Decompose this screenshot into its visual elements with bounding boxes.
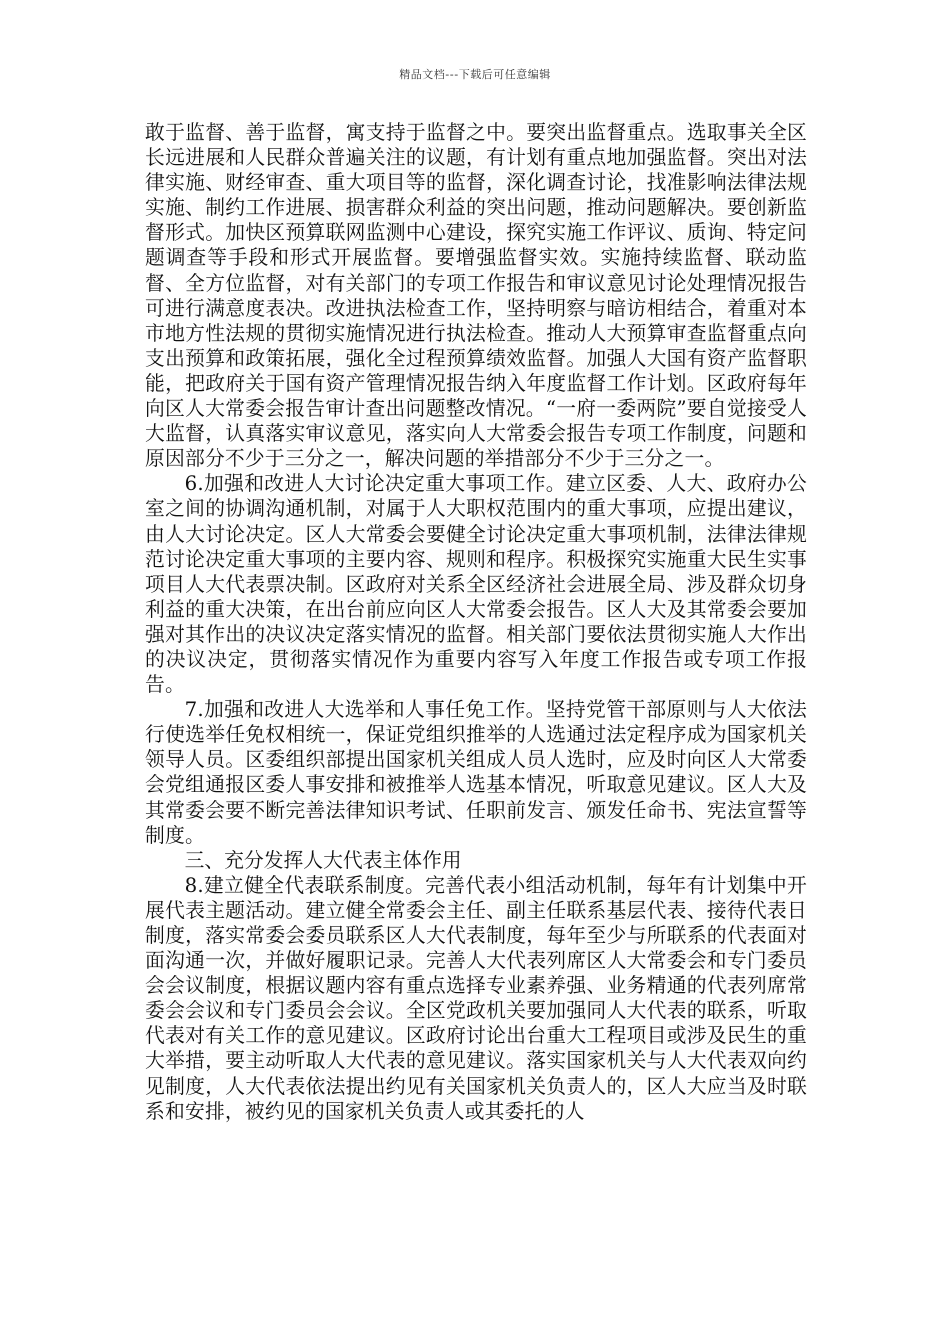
paragraph-major-matters: 6.加强和改进人大讨论决定重大事项工作。建立区委、人大、政府办公室之间的协调沟通机制，对属于人大职权范围内的重大事项，应提出建议，由人大讨论决定。区人大常委会要健全讨论决定重大事项机制，法律法律规范讨论决定重大事项的主要内容、规则和程序。积极探究实施重大民生实事项目人大代表票决制。区政府对关系全区经济社会进展全局、涉及群众切身利益的重大决策，在出台前应向区人大常委会报告。区人大及其常委会要加强对其作出的决议决定落实情况的监督。相关部门要依法贯彻实施人大作出的决议决定，贯彻落实情况作为重要内容写入年度工作报告或专项工作报告。 — [145, 472, 807, 697]
section-heading-deputies-role: 三、充分发挥人大代表主体作用 — [184, 848, 462, 872]
paragraph-deputy-liaison: 8.建立健全代表联系制度。完善代表小组活动机制，每年有计划集中开展代表主题活动。建立健全常委会主任、副主任联系基层代表、接待代表日制度，落实常委会委员联系区人大代表制度，每年至少与所联系的代表面对面沟通一次，并做好履职记录。完善人大代表列席区人大常委会和专门委员会会议制度，根据议题内容有重点选择专业素养强、业务精通的代表列席常委会会议和专门委员会会议。全区党政机关要加强同人大代表的联系，听取代表对有关工作的意见建议。区政府讨论出台重大工程项目或涉及民生的重大举措，要主动听取人大代表的意见建议。落实国家机关与人大代表双向约见制度，人大代表依法提出约见有关国家机关负责人的，区人大应当及时联系和安排，被约见的国家机关负责人或其委托的人 — [145, 873, 807, 1123]
paragraph-elections-appointments: 7.加强和改进人大选举和人事任免工作。坚持党管干部原则与人大依法行使选举任免权相统一，保证党组织推举的人选通过法定程序成为国家机关领导人员。区委组织部提出国家机关组成人员人选时，应及时向区人大常委会党组通报区委人事安排和被推举人选基本情况，听取意见建议。区人大及其常委会要不断完善法律知识考试、任职前发言、颁发任命书、宪法宣誓等制度。 — [145, 698, 807, 847]
document-body — [145, 120, 807, 1124]
paragraph-supervision: 敢于监督、善于监督，寓支持于监督之中。要突出监督重点。选取事关全区长远进展和人民群众普遍关注的议题，有计划有重点地加强监督。突出对法律实施、财经审查、重大项目等的监督，深化调查讨论，找准影响法律法规实施、制约工作进展、损害群众利益的突出问题，推动问题解决。要创新监督形式。加快区预算联网监测中心建设，探究实施工作评议、质询、特定问题调查等手段和形式开展监督。要增强监督实效。实施持续监督、联动监督、全方位监督，对有关部门的专项工作报告和审议意见讨论处理情况报告可进行满意度表决。改进执法检查工作，坚持明察与暗访相结合，着重对本市地方性法规的贯彻实施情况进行执法检查。推动人大预算审查监督重点向支出预算和政策拓展，强化全过程预算绩效监督。加强人大国有资产监督职能，把政府关于国有资产管理情况报告纳入年度监督工作计划。区政府每年向区人大常委会报告审计查出问题整改情况。“一府一委两院”要自觉接受人大监督，认真落实审议意见，落实向人大常委会报告专项工作制度，问题和原因部分不少于三分之一，解决问题的举措部分不少于三分之一。 — [145, 121, 807, 471]
page-header: 精品文档---下载后可任意编辑 — [399, 68, 551, 81]
